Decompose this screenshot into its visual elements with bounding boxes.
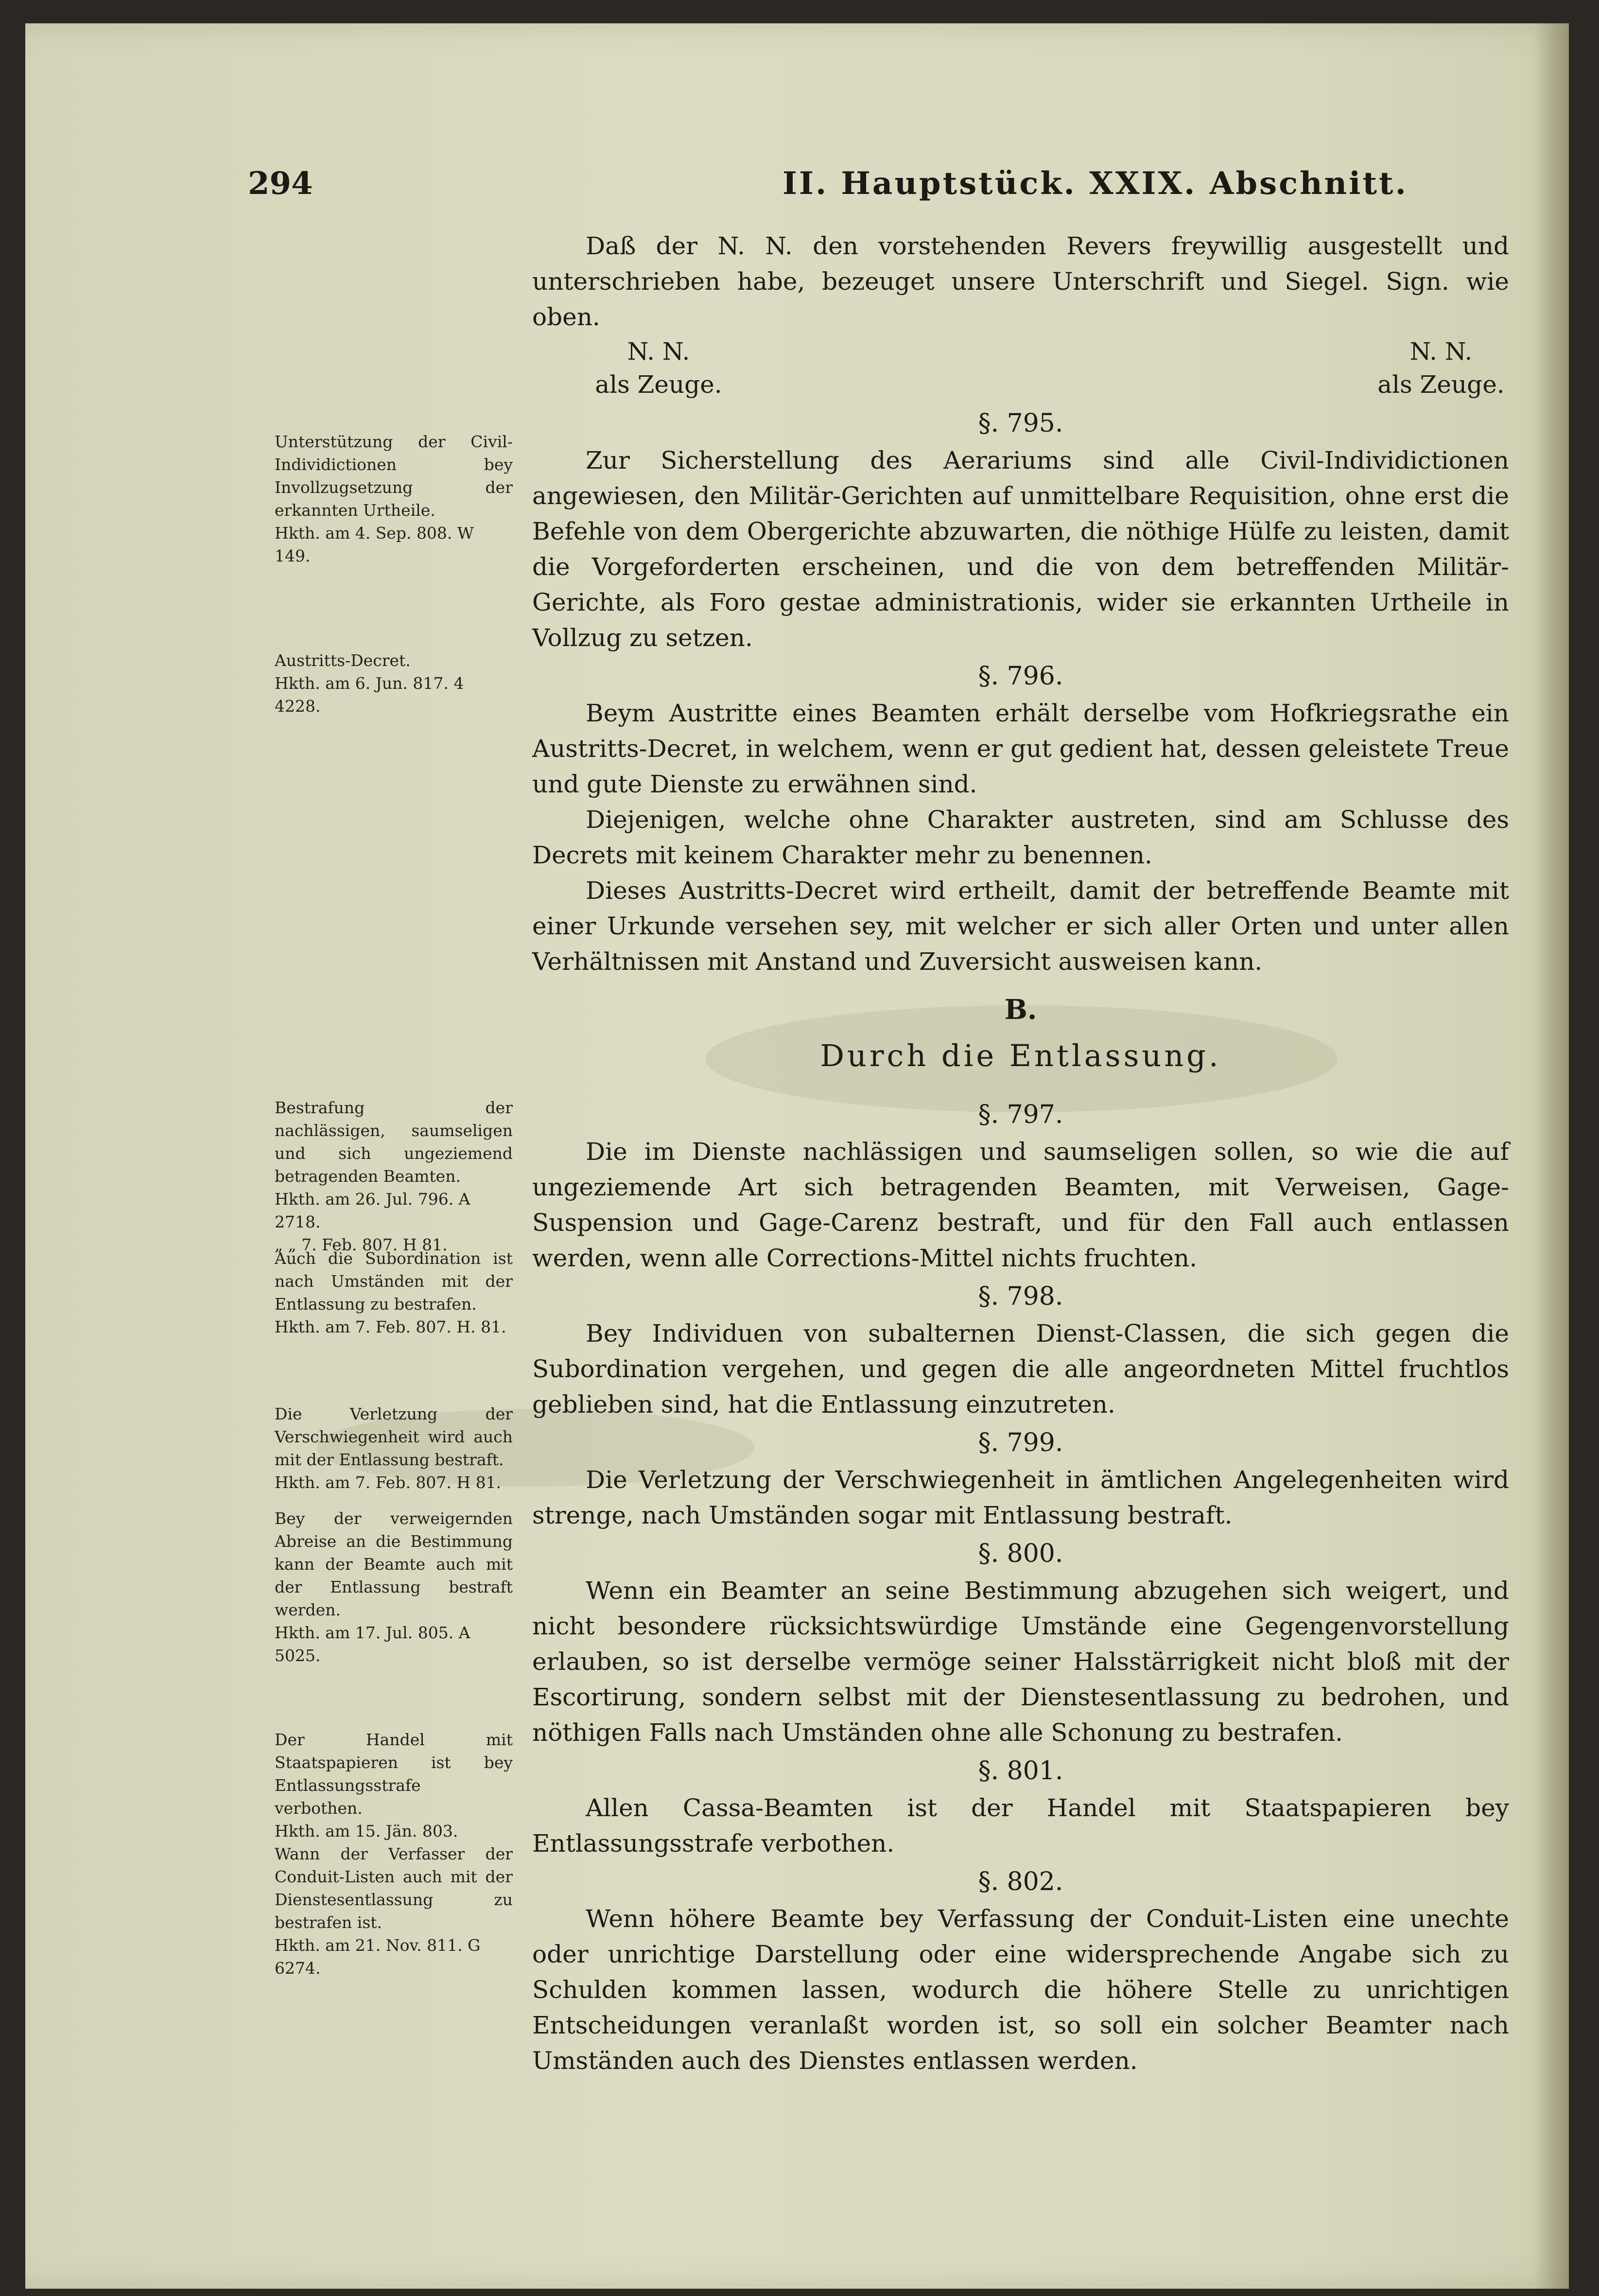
margin-note — [275, 1402, 513, 1494]
main-text — [532, 228, 1509, 2079]
margin-note — [275, 1096, 513, 1256]
witness-role: als Zeuge. — [1377, 370, 1505, 399]
section-number: §. 802. — [978, 1867, 1063, 1896]
section-number: §. 797. — [978, 1100, 1063, 1129]
witness-right — [1373, 335, 1509, 401]
margin-note-ref: Hkth. am 4. Sep. 808. W 149. — [275, 524, 474, 565]
page-number: 294 — [248, 165, 313, 202]
witness-role: als Zeuge. — [595, 370, 722, 399]
margin-note-text: Der Handel mit Staatspapieren ist bey Entlassungsstrafe verbothen. — [275, 1730, 513, 1818]
margin-note — [275, 1507, 513, 1667]
section-number: §. 799. — [978, 1428, 1063, 1457]
margin-note-text: Die Verletzung der Verschwiegenheit wird auch mit der Entlassung bestraft. — [275, 1404, 513, 1469]
margin-note — [275, 649, 513, 718]
margin-note — [275, 1728, 513, 1842]
margin-note-ref: Hkth. am 26. Jul. 796. A 2718. — [275, 1190, 470, 1231]
section-number: §. 796. — [978, 662, 1063, 691]
margin-note-text: Austritts-Decret. — [275, 651, 411, 670]
section-paragraph: Die Verletzung der Verschwiegenheit in ämtlichen Angelegenheiten wird strenge, nach Umständen sogar mit Entlassung bestraft. — [532, 1466, 1509, 1529]
margin-note-ref: Hkth. am 15. Jän. 803. — [275, 1822, 458, 1840]
margin-note-text: Unterstützung der Civil-Individictionen bey Invollzugsetzung der erkannten Urtheile. — [275, 432, 513, 520]
section-paragraph: Wenn höhere Beamte bey Verfassung der Conduit-Listen eine unechte oder unrichtige Darstellung oder eine widersprechende Angabe sich zu Schulden kommen lassen, wodurch die höhere Stelle zu unrichtigen Entscheidungen veranlaßt worden ist, so soll ein solcher Beamter nach Umständen auch des Dienstes entlassen werden. — [532, 1905, 1509, 2075]
margin-note-ref: Hkth. am 7. Feb. 807. H. 81. — [275, 1317, 506, 1336]
margin-note-text: Auch die Subordination ist nach Umständen mit der Entlassung zu bestrafen. — [275, 1249, 513, 1314]
margin-note — [275, 1842, 513, 1980]
running-head: II. Hauptstück. XXIX. Abschnitt. — [782, 165, 1408, 202]
witness-signatures — [532, 335, 1509, 403]
margin-note-ref: „ „ 7. Feb. 807. H 81. — [275, 1235, 448, 1254]
margin-note — [275, 1247, 513, 1338]
margin-note-text: Bey der verweigernden Abreise an die Bestimmung kann der Beamte auch mit der Entlassung bestraft werden. — [275, 1509, 513, 1619]
section-paragraph: Dieses Austritts-Decret wird ertheilt, damit der betreffende Beamte mit einer Urkunde versehen sey, mit welcher er sich aller Orten und unter allen Verhältnissen mit Anstand und Zuversicht ausweisen kann. — [532, 876, 1509, 976]
margin-note-ref: Hkth. am 17. Jul. 805. A 5025. — [275, 1623, 470, 1665]
section-paragraph: Beym Austritte eines Beamten erhält derselbe vom Hofkriegsrathe ein Austritts-Decret, in welchem, wenn er gut gedient hat, dessen geleistete Treue und gute Dienste zu erwähnen sind. — [532, 699, 1509, 798]
margin-note-ref: Hkth. am 6. Jun. 817. 4 4228. — [275, 674, 464, 716]
margin-note-ref: Hkth. am 7. Feb. 807. H 81. — [275, 1473, 502, 1492]
section-number: §. 800. — [978, 1539, 1063, 1568]
margin-note — [275, 430, 513, 567]
section-paragraph: Diejenigen, welche ohne Charakter austreten, sind am Schlusse des Decrets mit keinem Charakter mehr zu benennen. — [532, 806, 1509, 869]
section-paragraph: Wenn ein Beamter an seine Bestimmung abzugehen sich weigert, und nicht besondere rücksichtswürdige Umstände eine Gegengenvorstellung erlauben, so ist derselbe vermöge seiner Halsstärrigkeit nicht bloß mit der Escortirung, sondern selbst mit der Dienstesentlassung zu bedrohen, und nöthigen Falls nach Umständen ohne alle Schonung zu bestrafen. — [532, 1577, 1509, 1747]
section-number: §. 798. — [978, 1282, 1063, 1311]
page-gutter-shadow — [1535, 23, 1569, 2289]
section-number: §. 801. — [978, 1756, 1063, 1786]
section-paragraph: Allen Cassa-Beamten ist der Handel mit Staatspapieren bey Entlassungsstrafe verbothen. — [532, 1794, 1509, 1858]
witness-name: N. N. — [627, 337, 690, 366]
part-title: Durch die Entlassung. — [820, 1038, 1221, 1073]
section-paragraph: Die im Dienste nachlässigen und saumseligen sollen, so wie die auf ungeziemende Art sich betragenden Beamten, mit Verweisen, Gage-Suspension und Gage-Carenz bestraft, und für den Fall auch entlassen werden, wenn alle Corrections-Mittel nichts fruchten. — [532, 1138, 1509, 1272]
margin-note-text: Wann der Verfasser der Conduit-Listen auch mit der Dienstesentlassung zu bestrafen ist. — [275, 1844, 513, 1932]
section-number: §. 795. — [978, 409, 1063, 438]
intro-paragraph: Daß der N. N. den vorstehenden Revers freywillig ausgestellt und unterschrieben habe, bezeuget unsere Unterschrift und Siegel. Sign. wie oben. — [532, 232, 1509, 331]
page-header — [248, 165, 1507, 219]
section-paragraph: Bey Individuen von subalternen Dienst-Classen, die sich gegen die Subordination vergehen, und gegen die alle angeordneten Mittel fruchtlos geblieben sind, hat die Entlassung einzutreten. — [532, 1319, 1509, 1419]
witness-left — [591, 335, 727, 401]
section-paragraph: Zur Sicherstellung des Aerariums sind alle Civil-Individictionen angewiesen, den Militär-Gerichten auf unmittelbare Requisition, ohne erst die Befehle von dem Obergerichte abzuwarten, die nöthige Hülfe zu leisten, damit die Vorgeforderten erscheinen, und die von dem betreffenden Militär-Gerichte, als Foro gestae administrationis, wider sie erkannten Urtheile in Vollzug zu setzen. — [532, 446, 1509, 652]
margin-note-ref: Hkth. am 21. Nov. 811. G 6274. — [275, 1936, 481, 1978]
part-letter: B. — [1004, 994, 1037, 1026]
witness-name: N. N. — [1409, 337, 1473, 366]
margin-note-text: Bestrafung der nachlässigen, saumseligen und sich ungeziemend betragenden Beamten. — [275, 1098, 513, 1186]
